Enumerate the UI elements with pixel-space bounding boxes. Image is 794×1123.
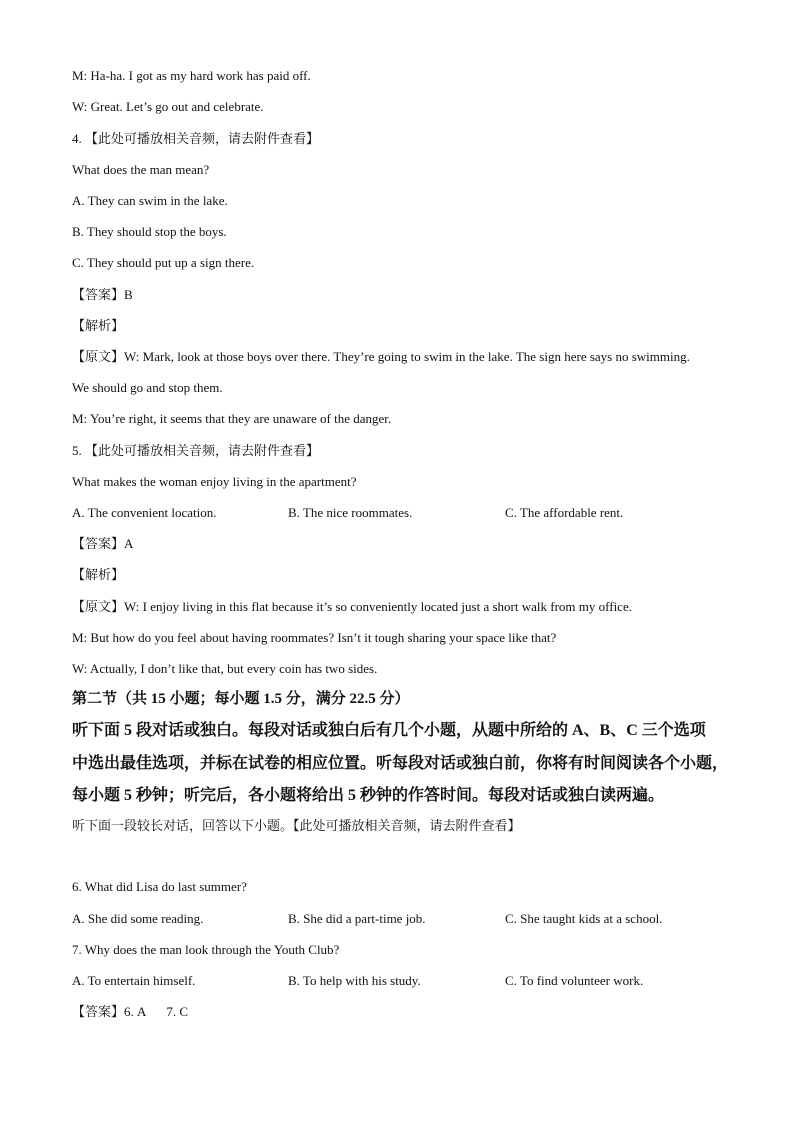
analysis-label: 【解析】 [72, 318, 125, 333]
section-instructions: 每小题 5 秒钟；听完后，各小题将给出 5 秒钟的作答时间。每段对话或独白读两遍。 [72, 787, 665, 804]
section-title: 第二节（共 15 小题；每小题 1.5 分，满分 22.5 分） [72, 691, 410, 707]
option-a: A. They can swim in the lake. [72, 193, 228, 208]
section-instructions: 中选出最佳选项，并标在试卷的相应位置。听每段对话或独白前，你将有时间阅读各个小题， [72, 755, 729, 772]
original-text: M: You’re right, it seems that they are unaware of the danger. [72, 411, 392, 426]
original-text: 【原文】W: Mark, look at those boys over there. They’re going to swim in the lake. The sign here says no swimming. [72, 349, 690, 364]
option-c: C. To find volunteer work. [505, 973, 644, 988]
answer-6: 6. A [124, 1004, 147, 1019]
question-4-text: What does the man mean? [72, 162, 210, 177]
answer-7: 7. C [166, 1004, 189, 1019]
question-7-text: 7. Why does the man look through the Youth Club? [72, 942, 340, 957]
question-5-text: What makes the woman enjoy living in the apartment? [72, 474, 357, 489]
dialog-line: W: Great. Let’s go out and celebrate. [72, 99, 264, 114]
analysis-label: 【解析】 [72, 567, 125, 582]
option-b: B. She did a part-time job. [288, 911, 426, 926]
option-c: C. The affordable rent. [505, 505, 624, 520]
option-a: A. She did some reading. [72, 911, 204, 926]
answer-label: 【答案】A [72, 536, 134, 551]
original-text: 【原文】W: I enjoy living in this flat because it’s so conveniently located just a short walk from my office. [72, 599, 632, 614]
answers-row [72, 1004, 188, 1020]
option-a: A. To entertain himself. [72, 973, 196, 988]
question-5-header: 5. 【此处可播放相关音频，请去附件查看】 [72, 443, 320, 458]
original-text: W: Actually, I don’t like that, but every coin has two sides. [72, 661, 378, 676]
original-text: We should go and stop them. [72, 380, 223, 395]
option-c: C. They should put up a sign there. [72, 255, 255, 270]
section-instructions: 听下面 5 段对话或独白。每段对话或独白后有几个小题，从题中所给的 A、B、C 三个选项 [72, 722, 706, 739]
question-6-text: 6. What did Lisa do last summer? [72, 879, 247, 894]
question-4-header: 4. 【此处可播放相关音频，请去附件查看】 [72, 131, 320, 146]
option-b: B. To help with his study. [288, 973, 421, 988]
option-a: A. The convenient location. [72, 505, 217, 520]
option-b: B. The nice roommates. [288, 505, 413, 520]
audio-note: 听下面一段较长对话，回答以下小题。【此处可播放相关音频，请去附件查看】 [72, 818, 521, 833]
original-text: M: But how do you feel about having roommates? Isn’t it tough sharing your space like that? [72, 630, 557, 645]
option-c: C. She taught kids at a school. [505, 911, 663, 926]
answer-label: 【答案】B [72, 287, 133, 302]
answer-label: 【答案】 [72, 1004, 125, 1019]
option-b: B. They should stop the boys. [72, 224, 227, 239]
dialog-line: M: Ha-ha. I got as my hard work has paid off. [72, 68, 311, 83]
